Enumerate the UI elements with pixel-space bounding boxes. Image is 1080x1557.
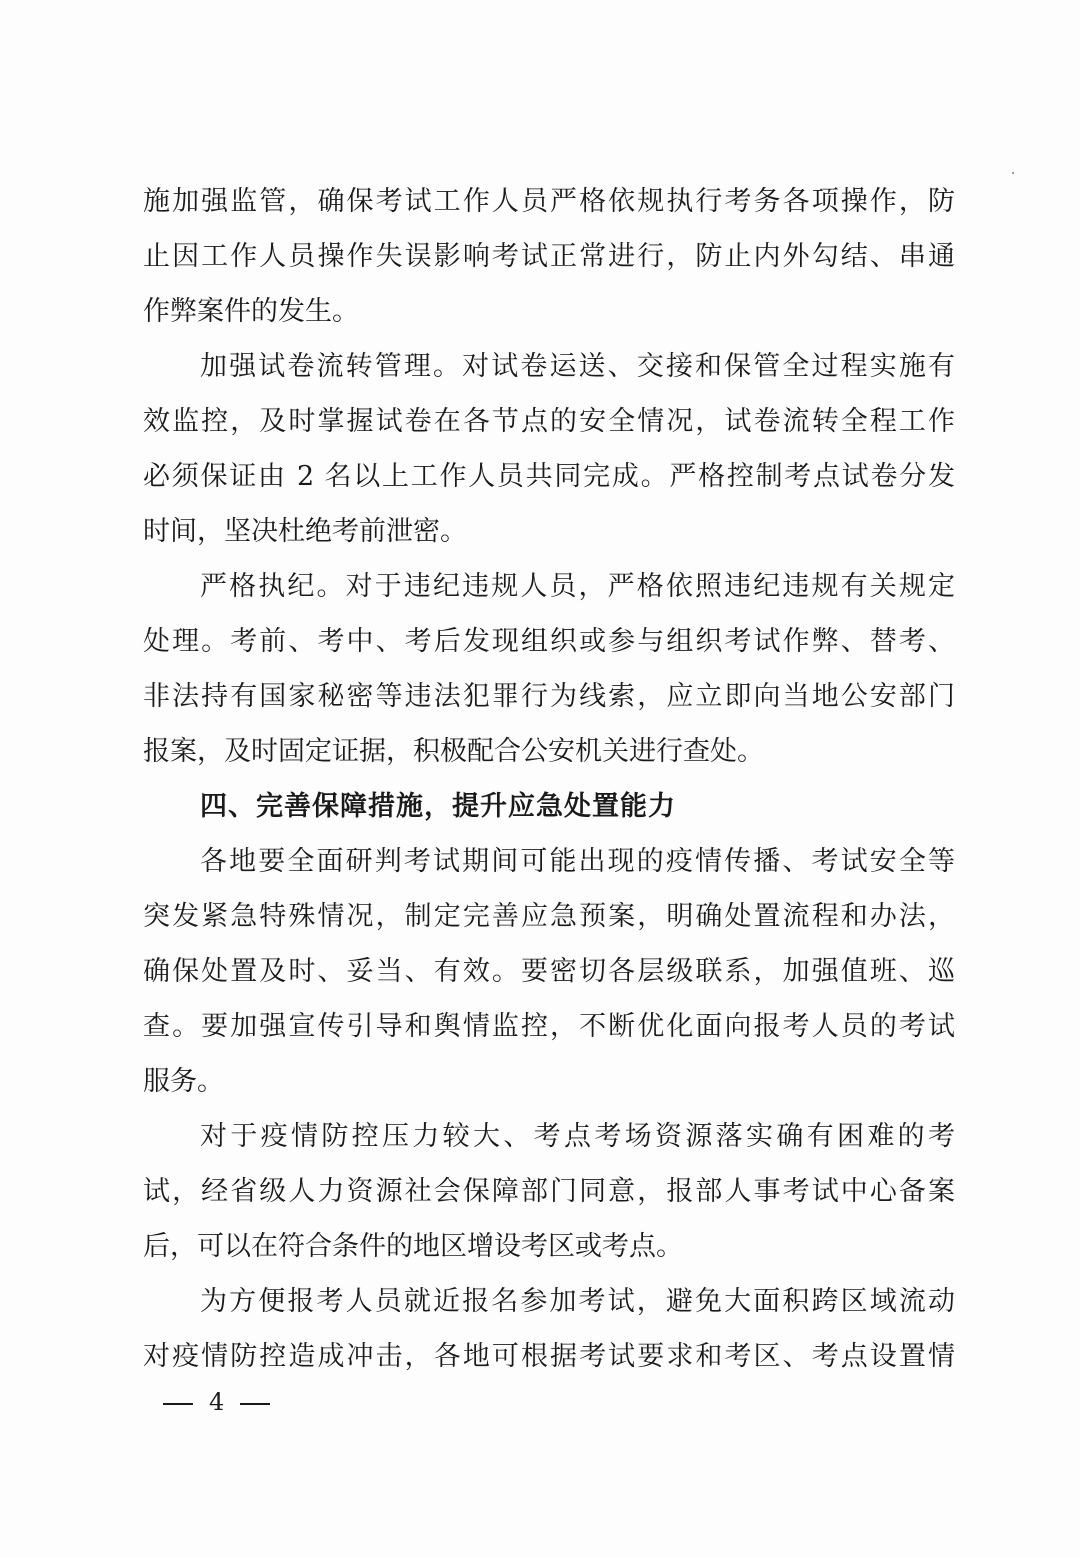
- text-line: 对于疫情防控压力较大、考点考场资源落实确有困难的考: [200, 1121, 955, 1152]
- text-line: 服务。: [143, 1066, 224, 1097]
- page-number: [163, 1375, 270, 1429]
- text-line: 严格执纪。对于违纪违规人员，严格依照违纪违规有关规定: [200, 571, 955, 602]
- text-line: 止因工作人员操作失误影响考试正常进行，防止内外勾结、串通: [143, 241, 955, 272]
- text-line: 试，经省级人力资源社会保障部门同意，报部人事考试中心备案: [143, 1176, 955, 1207]
- text-line: 作弊案件的发生。: [143, 296, 359, 327]
- text-line: 查。要加强宣传引导和舆情监控，不断优化面向报考人员的考试: [143, 1011, 955, 1042]
- text-line: 后，可以在符合条件的地区增设考区或考点。: [143, 1231, 683, 1262]
- section-heading: 四、完善保障措施，提升应急处置能力: [200, 791, 676, 822]
- text-line: 处理。考前、考中、考后发现组织或参与组织考试作弊、替考、: [143, 626, 955, 657]
- text-line: 各地要全面研判考试期间可能出现的疫情传播、考试安全等: [200, 846, 955, 877]
- text-line: 加强试卷流转管理。对试卷运送、交接和保管全过程实施有: [200, 351, 955, 382]
- page-number-value: 4: [209, 1388, 225, 1416]
- text-line: 时间，坚决杜绝考前泄密。: [143, 516, 467, 547]
- scan-speck: [1012, 172, 1014, 174]
- text-line: 为方便报考人员就近报名参加考试，避免大面积跨区域流动: [200, 1286, 955, 1317]
- text-line: 对疫情防控造成冲击，各地可根据考试要求和考区、考点设置情: [143, 1341, 955, 1372]
- page-number-dash-right: [240, 1403, 270, 1405]
- text-line: 效监控，及时掌握试卷在各节点的安全情况，试卷流转全程工作: [143, 406, 955, 437]
- text-line: 施加强监管，确保考试工作人员严格依规执行考务各项操作，防: [143, 186, 955, 217]
- text-line: 确保处置及时、妥当、有效。要密切各层级联系，加强值班、巡: [143, 956, 955, 987]
- text-line: 必须保证由 2 名以上工作人员共同完成。严格控制考点试卷分发: [143, 461, 955, 492]
- text-line: 报案，及时固定证据，积极配合公安机关进行查处。: [143, 736, 764, 767]
- text-line: 突发紧急特殊情况，制定完善应急预案，明确处置流程和办法，: [143, 901, 955, 932]
- text-line: 非法持有国家秘密等违法犯罪行为线索，应立即向当地公安部门: [143, 681, 955, 712]
- page-number-dash-left: [163, 1403, 193, 1405]
